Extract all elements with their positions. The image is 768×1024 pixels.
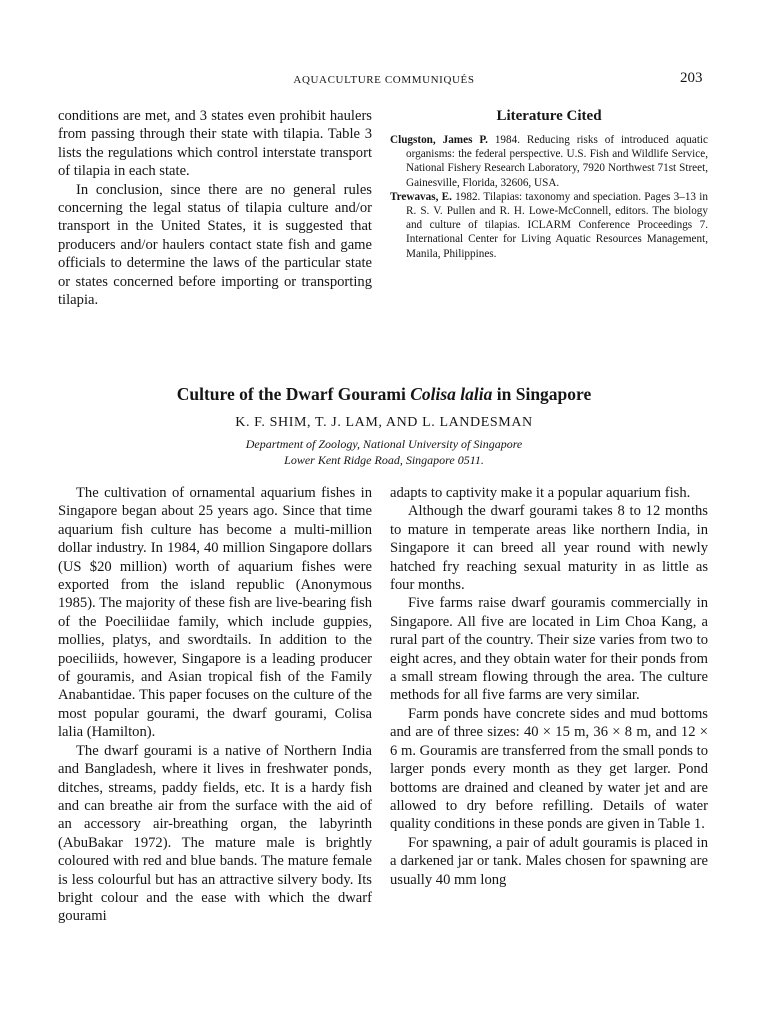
affiliation-line: Department of Zoology, National University of Singapore xyxy=(245,437,523,451)
paragraph: Farm ponds have concrete sides and mud bottoms and are of three sizes: 40 × 15 m, 36 × 8 m, and 12 × 6 m. Gouramis are transferred from the small ponds to larger ponds every month as they get larger. Pond bottoms are drained and cleaned by water jet and are allowed to dry before refilling. Details of water quality conditions in these ponds are given in Table 1. xyxy=(390,705,708,833)
body-left-column xyxy=(58,484,372,926)
title-text: Culture of the Dwarf Gourami xyxy=(176,384,411,404)
title-text: in Singapore xyxy=(492,384,592,404)
paragraph: Although the dwarf gourami takes 8 to 12 months to mature in temperate areas like northern India, in Singapore it can breed all year round with newly hatched fry reaching sexual maturity in as little as four months. xyxy=(390,503,708,594)
reference-author: Clugston, James P. xyxy=(390,134,488,146)
literature-cited-heading: Literature Cited xyxy=(496,108,602,124)
paragraph: The dwarf gourami is a native of Northern India and Bangladesh, where it lives in freshwater ponds, ditches, streams, paddy fields, etc. It is a hardy fish and can breathe air from the surface with the aid of an accessory air-breathing organ, the labyrinth (AbuBakar 1972). The mature male is brightly coloured with red and blue bands. The mature female is less colourful but has an attractive silvery body. Its bright colour and the ease with which the dwarf gourami xyxy=(58,742,372,925)
article-title xyxy=(0,384,768,405)
paragraph: The cultivation of ornamental aquarium fishes in Singapore began about 25 years ago. Since that time aquarium fish culture has become a multi-million dollar industry. In 1984, 40 million Singapore dollars (US $20 million) worth of aquarium fishes were exported from the island republic (Anonymous 1985). The majority of these fish are live-bearing fish of the Poeciliidae family, which include guppies, mollies, platys, and swordtails. In addition to the poeciliids, however, Singapore is a leading producer of gouramis, and Asian tropical fish of the Family Anabantidae. This paper focuses on the culture of the most popular gourami, the dwarf gourami, Colisa lalia (Hamilton). xyxy=(58,485,372,741)
page-number: 203 xyxy=(680,70,703,86)
reference-item xyxy=(390,133,708,190)
previous-article-text xyxy=(58,107,372,309)
body-right-column xyxy=(390,484,708,889)
paragraph: conditions are met, and 3 states even prohibit haulers from passing through their state with tilapia. Table 3 lists the regulations which control interstate transport of tilapia in each state. xyxy=(58,108,372,180)
reference-text: 1984. Reducing risks of introduced aquatic organisms: the federal perspective. U.S. Fish and Wildlife Service, National Fishery Research Laboratory, 7920 Northwest 71st Street, Gainesville, Florida, 32606, USA. xyxy=(406,134,708,189)
paragraph: For spawning, a pair of adult gouramis is placed in a darkened jar or tank. Males chosen for spawning are usually 40 mm long xyxy=(390,834,708,888)
paragraph: Five farms raise dwarf gouramis commercially in Singapore. All five are located in Lim Choa Kang, a rural part of the country. Their size varies from two to eight acres, and they obtain water for their ponds from a small stream flowing through the area. The culture methods for all five farms are very similar. xyxy=(390,595,708,704)
species-name: Colisa lalia xyxy=(410,384,493,404)
reference-text: 1982. Tilapias: taxonomy and speciation. Pages 3–13 in R. S. V. Pullen and R. H. Lowe-McConnell, editors. The biology and culture of tilapias. ICLARM Conference Proceedings 7. International Center for Living Aquatic Resources Management, Manila, Philippines. xyxy=(406,190,708,260)
reference-list xyxy=(390,133,708,261)
paragraph: In conclusion, since there are no general rules concerning the legal status of tilapia culture and/or transport in the United States, it is suggested that producers and/or haulers contact state fish and game officials to determine the laws of the particular state or states concerned before importing or transporting tilapia. xyxy=(58,181,372,309)
affiliation-line: Lower Kent Ridge Road, Singapore 0511. xyxy=(284,453,484,467)
reference-author: Trewavas, E. xyxy=(390,190,452,203)
paragraph: adapts to captivity make it a popular aquarium fish. xyxy=(390,485,691,501)
running-head: AQUACULTURE COMMUNIQUÉS xyxy=(293,74,475,86)
article-authors: K. F. SHIM, T. J. LAM, AND L. LANDESMAN xyxy=(235,415,533,430)
reference-item xyxy=(390,190,708,261)
